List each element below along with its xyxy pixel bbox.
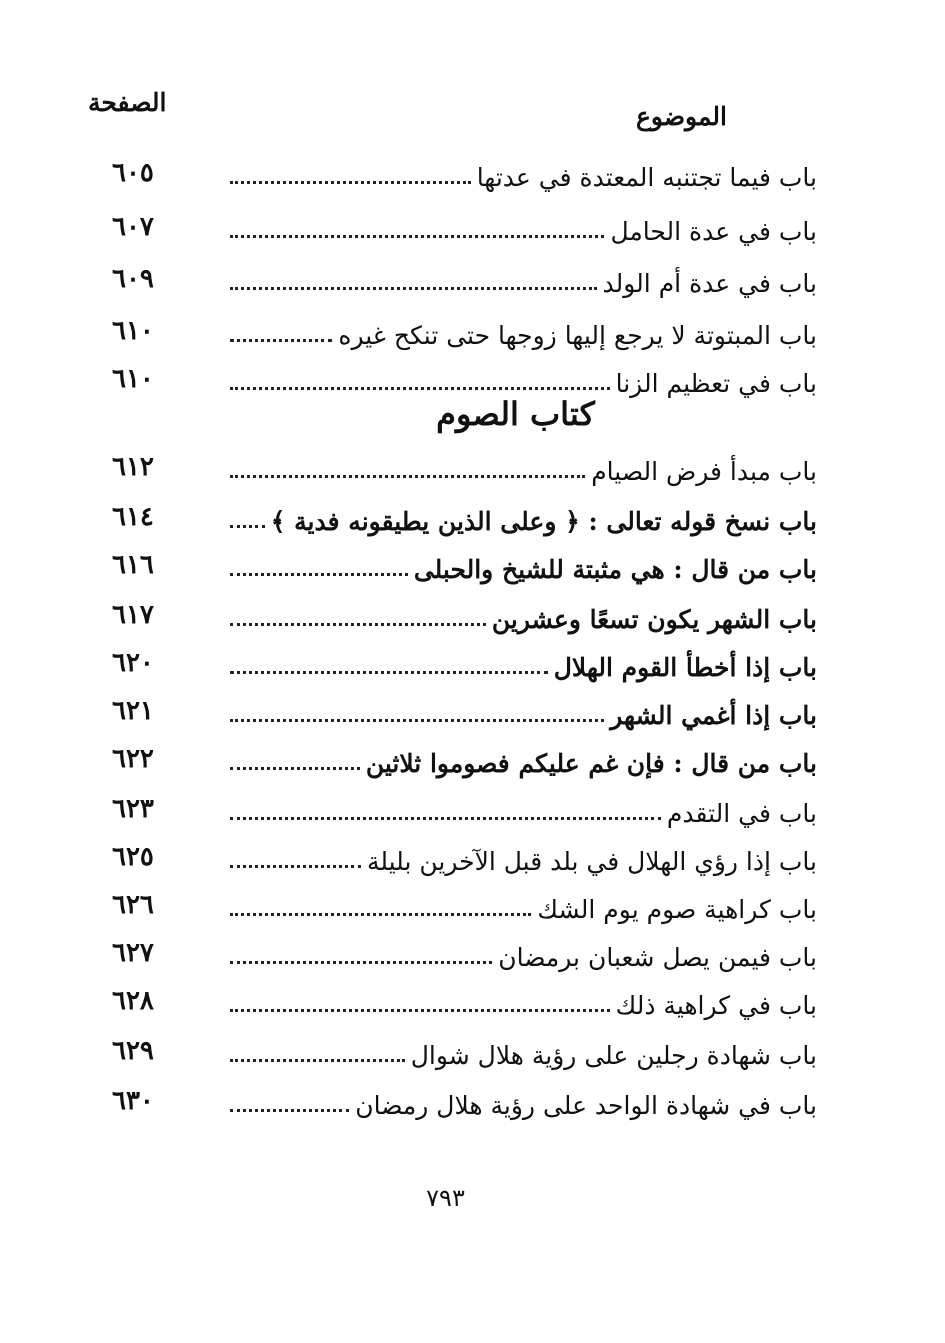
dot-leader [230, 573, 408, 576]
entry-title: باب المبتوتة لا يرجع إليها زوجها حتى تنكح غيره [338, 321, 817, 350]
entry-page-number: ٦٢٣ [112, 794, 154, 824]
dot-leader [230, 719, 604, 722]
dot-leader [230, 181, 471, 184]
entry-page-number: ٦٢٦ [112, 890, 154, 920]
dot-leader [230, 865, 361, 868]
entry-page-number: ٦٢٥ [112, 842, 154, 872]
entry-title: باب شهادة رجلين على رؤية هلال شوال [410, 1041, 817, 1070]
section-title [0, 395, 945, 433]
dot-leader [230, 475, 585, 478]
index-entry-row [0, 930, 945, 976]
entry-page-number: ٦٠٧ [112, 212, 154, 242]
entry-title: باب الشهر يكون تسعًا وعشرين [491, 605, 817, 634]
index-entry-row [0, 786, 945, 832]
section-title-text: كتاب الصوم [436, 395, 595, 433]
entry-title: باب في عدة أم الولد [602, 269, 817, 298]
entry-title: باب إذا أغمي الشهر [610, 701, 817, 730]
entry-title: باب نسخ قوله تعالى : ﴿ وعلى الذين يطيقونه فدية ﴾ [270, 507, 817, 536]
dot-leader [230, 339, 332, 342]
dot-leader [230, 817, 661, 820]
index-entry-row [0, 882, 945, 928]
dot-leader [230, 767, 360, 770]
entry-page-number: ٦١٢ [112, 452, 154, 482]
entry-page-number: ٦٢٩ [112, 1036, 154, 1066]
dot-leader [230, 525, 265, 528]
dot-leader [230, 671, 548, 674]
dot-leader [230, 913, 531, 916]
entry-title: باب مبدأ فرض الصيام [591, 457, 817, 486]
index-entry-row [0, 444, 945, 490]
index-entry-row [0, 978, 945, 1024]
index-entry-row [0, 256, 945, 302]
entry-page-number: ٦٢٨ [112, 986, 154, 1016]
dot-leader [230, 1009, 610, 1012]
entry-page-number: ٦١٤ [112, 502, 154, 532]
footer-page-number-text: ٧٩٣ [426, 1184, 465, 1212]
dot-leader [230, 623, 486, 626]
entry-page-number: ٦١٠ [112, 364, 154, 394]
dot-leader [230, 1059, 405, 1062]
entry-page-number: ٦٢٧ [112, 938, 154, 968]
index-entry-row [0, 640, 945, 686]
entry-title: باب من قال : فإن غم عليكم فصوموا ثلاثين [365, 749, 817, 778]
entry-title: باب كراهية صوم يوم الشك [537, 895, 817, 924]
entry-page-number: ٦١٧ [112, 600, 154, 630]
topic-column-header: الموضوع [636, 102, 727, 131]
entry-page-number: ٦٠٥ [112, 158, 154, 188]
index-entry-row [0, 308, 945, 354]
index-entry-row [0, 1028, 945, 1074]
index-entry-row [0, 1078, 945, 1124]
footer-page-number [0, 1186, 945, 1210]
entry-title: باب في كراهية ذلك [615, 991, 817, 1020]
entry-title: باب إذا رؤي الهلال في بلد قبل الآخرين بليلة [366, 847, 817, 876]
entry-title: باب فيما تجتنبه المعتدة في عدتها [476, 163, 817, 192]
index-entry-row [0, 688, 945, 734]
entry-page-number: ٦٠٩ [112, 264, 154, 294]
entry-title: باب في عدة الحامل [610, 217, 817, 246]
index-entry-row [0, 494, 945, 540]
dot-leader [230, 1109, 349, 1112]
index-entry-row [0, 150, 945, 196]
dot-leader [230, 387, 610, 390]
index-entry-row [0, 204, 945, 250]
page-column-header: الصفحة [88, 88, 167, 117]
entry-page-number: ٦٢١ [112, 696, 154, 726]
entry-title: باب فيمن يصل شعبان برمضان [498, 943, 817, 972]
index-entry-row [0, 592, 945, 638]
entry-title: باب في شهادة الواحد على رؤية هلال رمضان [355, 1091, 817, 1120]
entry-title: باب في تعظيم الزنا [615, 369, 817, 398]
entry-title: باب في التقدم [666, 799, 817, 828]
entry-title: باب من قال : هي مثبتة للشيخ والحبلى [413, 555, 817, 584]
entry-page-number: ٦١٦ [112, 550, 154, 580]
entry-page-number: ٦٢٢ [112, 744, 154, 774]
entry-page-number: ٦٢٠ [112, 648, 154, 678]
entry-page-number: ٦٣٠ [112, 1086, 154, 1116]
index-entry-row [0, 834, 945, 880]
dot-leader [230, 287, 597, 290]
entry-title: باب إذا أخطأ القوم الهلال [553, 653, 817, 682]
entry-page-number: ٦١٠ [112, 316, 154, 346]
index-entry-row [0, 542, 945, 588]
index-entry-row [0, 736, 945, 782]
dot-leader [230, 961, 492, 964]
dot-leader [230, 235, 604, 238]
